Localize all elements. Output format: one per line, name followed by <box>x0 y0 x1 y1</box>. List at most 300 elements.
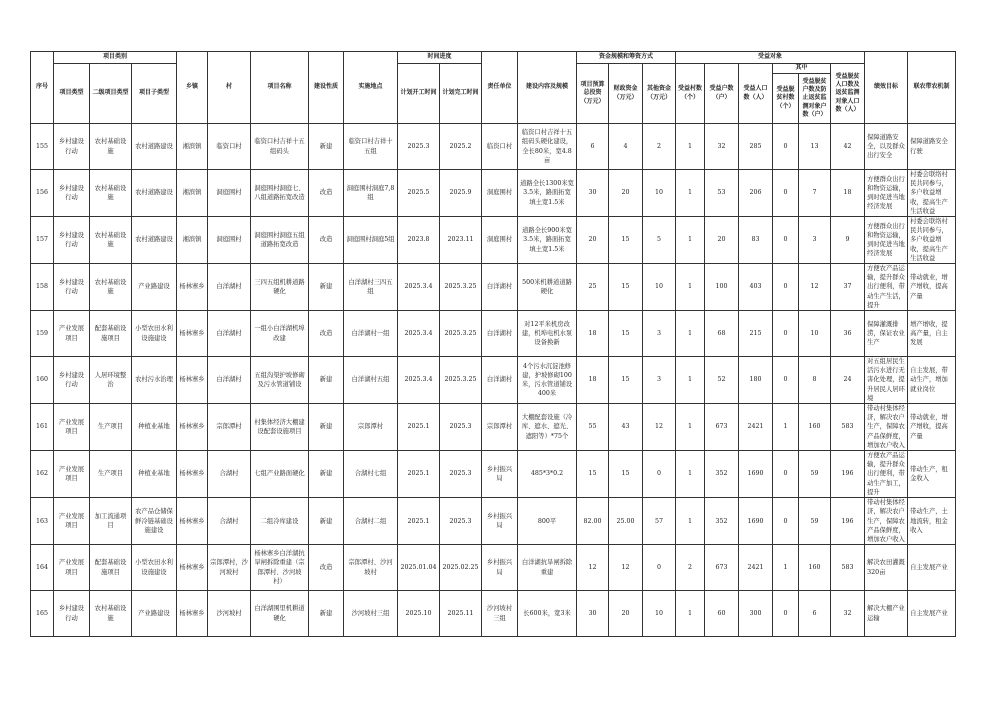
header-performance: 绩效目标 <box>865 52 908 124</box>
cell-ben-villages: 2 <box>676 545 705 591</box>
cell-budget: 6 <box>577 124 609 170</box>
header-type: 项目类型 <box>54 64 90 124</box>
cell-budget: 15 <box>577 451 609 498</box>
cell-village: 沙河坡村 <box>208 591 251 637</box>
cell-budget: 82.00 <box>577 498 609 545</box>
header-township: 乡镇 <box>177 52 208 124</box>
cell-fiscal: 12 <box>609 545 643 591</box>
header-seq: 序号 <box>31 52 54 124</box>
cell-ben-villages: 1 <box>676 124 705 170</box>
cell-performance: 保障灌溉排涝，保证农业生产 <box>865 311 908 357</box>
cell-township: 湘滨镇 <box>177 217 208 264</box>
cell-nature: 新建 <box>309 404 344 451</box>
cell-end: 2025.3 <box>440 404 482 451</box>
cell-poverty-households: 6 <box>799 591 831 637</box>
cell-ben-villages: 1 <box>676 217 705 264</box>
cell-ben-population: 403 <box>739 264 773 311</box>
cell-village: 临资口村 <box>208 124 251 170</box>
header-project-category: 项目类别 <box>54 52 177 64</box>
cell-subtype: 小型农田水利设施建设 <box>132 545 177 591</box>
cell-subtype2: 农村基础设施 <box>90 170 132 217</box>
cell-name: 洞庭围村洞庭五组道路拓宽改造 <box>251 217 309 264</box>
cell-ben-households: 673 <box>705 545 739 591</box>
header-content: 建设内容及规模 <box>518 52 577 124</box>
cell-budget: 18 <box>577 357 609 404</box>
cell-township: 杨林寨乡 <box>177 545 208 591</box>
table-row <box>31 404 956 451</box>
cell-subtype: 农村道路建设 <box>132 124 177 170</box>
cell-mechanism: 村委会联络村民共同参与，多户收益增收，提高生产生活收益 <box>908 170 956 217</box>
cell-poverty-households: 160 <box>799 404 831 451</box>
table-row <box>31 591 956 637</box>
cell-poverty-households: 59 <box>799 498 831 545</box>
cell-township: 杨林寨乡 <box>177 498 208 545</box>
cell-name: 临资口村吉祥十五组码头 <box>251 124 309 170</box>
cell-unit: 白洋湖村 <box>482 357 518 404</box>
cell-other: 5 <box>643 217 676 264</box>
cell-poverty-households: 59 <box>799 451 831 498</box>
cell-location: 宗郎潭村、沙河坡村 <box>344 545 398 591</box>
cell-seq: 155 <box>31 124 54 170</box>
cell-township: 杨林寨乡 <box>177 591 208 637</box>
cell-poverty-households: 12 <box>799 264 831 311</box>
cell-poverty-households: 7 <box>799 170 831 217</box>
cell-poverty-villages: 1 <box>773 404 799 451</box>
cell-end: 2025.3.25 <box>440 357 482 404</box>
cell-unit: 白洋湖村 <box>482 311 518 357</box>
cell-type: 乡村建设行动 <box>54 264 90 311</box>
cell-nature: 新建 <box>309 124 344 170</box>
cell-nature: 改造 <box>309 311 344 357</box>
cell-subtype2: 农村基础设施 <box>90 124 132 170</box>
table-row <box>31 311 956 357</box>
cell-ben-households: 68 <box>705 311 739 357</box>
cell-performance: 方便农产品运输，提升群众出行便利，带动生产生活，提升 <box>865 264 908 311</box>
cell-ben-households: 100 <box>705 264 739 311</box>
cell-unit: 洞庭围村 <box>482 217 518 264</box>
cell-type: 产业发展项目 <box>54 404 90 451</box>
table-row <box>31 357 956 404</box>
cell-ben-population: 180 <box>739 357 773 404</box>
cell-seq: 157 <box>31 217 54 264</box>
cell-ben-households: 352 <box>705 451 739 498</box>
cell-fiscal: 15 <box>609 311 643 357</box>
cell-content: 临资口村吉祥十五组码头硬化建设，全长80米，宽4.8亩 <box>518 124 577 170</box>
cell-unit: 乡村振兴局 <box>482 498 518 545</box>
cell-fiscal: 4 <box>609 124 643 170</box>
cell-location: 沙河坡村三组 <box>344 591 398 637</box>
cell-mechanism: 自主发展产业 <box>908 591 956 637</box>
cell-ben-households: 20 <box>705 217 739 264</box>
cell-township: 湘滨镇 <box>177 124 208 170</box>
cell-village: 白洋湖村 <box>208 357 251 404</box>
cell-ben-population: 300 <box>739 591 773 637</box>
table-row <box>31 264 956 311</box>
header-fiscal: 财政资金（万元） <box>609 64 643 124</box>
cell-type: 乡村建设行动 <box>54 170 90 217</box>
cell-location: 合湖村七组 <box>344 451 398 498</box>
cell-poverty-households: 160 <box>799 545 831 591</box>
header-end: 计划完工时间 <box>440 64 482 124</box>
cell-village: 宗郎潭村，沙河坡村 <box>208 545 251 591</box>
cell-mechanism: 带动就业，增产增收，提高产量 <box>908 404 956 451</box>
cell-seq: 160 <box>31 357 54 404</box>
header-location: 实施地点 <box>344 52 398 124</box>
cell-performance: 方便群众出行和物资运输，到时促进当地经济发展 <box>865 170 908 217</box>
cell-end: 2025.9 <box>440 170 482 217</box>
cell-start: 2025.3.4 <box>398 311 440 357</box>
project-table-sheet <box>30 51 955 625</box>
cell-ben-villages: 1 <box>676 357 705 404</box>
cell-unit: 沙河坡村三组 <box>482 591 518 637</box>
cell-other: 3 <box>643 311 676 357</box>
cell-unit: 临资口村 <box>482 124 518 170</box>
cell-nature: 新建 <box>309 264 344 311</box>
header-budget: 项目预算总投资（万元） <box>577 64 609 124</box>
header-village: 村 <box>208 52 251 124</box>
cell-poverty-population: 196 <box>831 451 865 498</box>
cell-poverty-villages: 0 <box>773 498 799 545</box>
cell-location: 白洋湖村一组 <box>344 311 398 357</box>
cell-nature: 新建 <box>309 451 344 498</box>
cell-location: 临资口村吉祥十五组 <box>344 124 398 170</box>
cell-subtype: 农村污水治理 <box>132 357 177 404</box>
cell-other: 57 <box>643 498 676 545</box>
header-time-progress: 时间进度 <box>398 52 482 64</box>
cell-end: 2025.2 <box>440 124 482 170</box>
cell-subtype2: 人居环境整治 <box>90 357 132 404</box>
cell-subtype: 农村道路建设 <box>132 217 177 264</box>
cell-ben-population: 215 <box>739 311 773 357</box>
cell-village: 合湖村 <box>208 451 251 498</box>
cell-other: 0 <box>643 451 676 498</box>
cell-fiscal: 15 <box>609 264 643 311</box>
header-poverty-population: 受益脱贫人口数及返贫监测对象人口数（人） <box>831 64 865 124</box>
cell-seq: 161 <box>31 404 54 451</box>
cell-content: 大棚配套设施（冷库、遮水、遮光、遮阳等）*75个 <box>518 404 577 451</box>
cell-other: 0 <box>643 545 676 591</box>
cell-mechanism: 自主发展产业 <box>908 545 956 591</box>
cell-poverty-villages: 0 <box>773 124 799 170</box>
cell-nature: 改造 <box>309 170 344 217</box>
cell-seq: 165 <box>31 591 54 637</box>
table-row <box>31 170 956 217</box>
cell-fiscal: 15 <box>609 357 643 404</box>
cell-seq: 156 <box>31 170 54 217</box>
cell-subtype: 产业路建设 <box>132 264 177 311</box>
header-among: 其中 <box>773 64 831 74</box>
cell-village: 合湖村 <box>208 498 251 545</box>
cell-ben-villages: 1 <box>676 451 705 498</box>
header-ben-population: 受益人口数（人） <box>739 64 773 124</box>
cell-mechanism: 保障道路安全行驶 <box>908 124 956 170</box>
cell-subtype: 小型农田水利设施建设 <box>132 311 177 357</box>
cell-fiscal: 20 <box>609 170 643 217</box>
cell-poverty-population: 37 <box>831 264 865 311</box>
cell-mechanism: 自主发展，带动生产，增加就业岗位 <box>908 357 956 404</box>
cell-performance: 带动村集体经济，解决农户生产，保障农产品保鲜度，增加农户收入 <box>865 498 908 545</box>
cell-ben-villages: 1 <box>676 498 705 545</box>
cell-fiscal: 15 <box>609 451 643 498</box>
cell-ben-villages: 1 <box>676 311 705 357</box>
cell-type: 产业发展项目 <box>54 545 90 591</box>
cell-poverty-villages: 0 <box>773 591 799 637</box>
cell-start: 2025.1 <box>398 498 440 545</box>
header-subtype2: 二级项目类型 <box>90 64 132 124</box>
cell-ben-population: 285 <box>739 124 773 170</box>
cell-type: 产业发展项目 <box>54 498 90 545</box>
header-poverty-villages: 受益脱贫村数（个） <box>773 74 799 124</box>
cell-village: 洞庭围村 <box>208 170 251 217</box>
cell-subtype2: 生产项目 <box>90 451 132 498</box>
cell-ben-population: 206 <box>739 170 773 217</box>
cell-start: 2025.1 <box>398 451 440 498</box>
cell-end: 2025.11 <box>440 591 482 637</box>
cell-end: 2025.3 <box>440 498 482 545</box>
cell-performance: 解决大棚产业运输 <box>865 591 908 637</box>
cell-budget: 18 <box>577 311 609 357</box>
cell-location: 洞庭围村洞庭5组 <box>344 217 398 264</box>
cell-subtype2: 加工流通项目 <box>90 498 132 545</box>
cell-name: 杨林寨乡白洋湖抗旱闸拆除重建（宗郎潭村、沙河坡村） <box>251 545 309 591</box>
header-mechanism: 联农带农机制 <box>908 52 956 124</box>
header-nature: 建设性质 <box>309 52 344 124</box>
cell-type: 乡村建设行动 <box>54 217 90 264</box>
cell-start: 2025.1 <box>398 404 440 451</box>
cell-budget: 55 <box>577 404 609 451</box>
table-body <box>31 124 956 637</box>
cell-other: 3 <box>643 357 676 404</box>
cell-other: 10 <box>643 170 676 217</box>
cell-poverty-population: 32 <box>831 591 865 637</box>
cell-type: 乡村建设行动 <box>54 357 90 404</box>
cell-ben-villages: 1 <box>676 404 705 451</box>
cell-budget: 30 <box>577 591 609 637</box>
header-ben-villages: 受益村数（个） <box>676 64 705 124</box>
cell-nature: 改造 <box>309 217 344 264</box>
header-start: 计划开工时间 <box>398 64 440 124</box>
cell-subtype2: 农村基础设施 <box>90 591 132 637</box>
cell-poverty-villages: 0 <box>773 311 799 357</box>
cell-name: 一组小白洋湖机埠改建 <box>251 311 309 357</box>
cell-subtype: 农产品仓储保鲜冷链基础设施建设 <box>132 498 177 545</box>
cell-name: 村集体经济大棚建设配套设施项目 <box>251 404 309 451</box>
cell-content: 485*3*0.2 <box>518 451 577 498</box>
cell-village: 白洋湖村 <box>208 311 251 357</box>
cell-seq: 163 <box>31 498 54 545</box>
cell-village: 白洋湖村 <box>208 264 251 311</box>
cell-poverty-households: 3 <box>799 217 831 264</box>
cell-name: 七组产业路面硬化 <box>251 451 309 498</box>
table-row <box>31 451 956 498</box>
cell-unit: 乡村振兴局 <box>482 545 518 591</box>
cell-start: 2025.10 <box>398 591 440 637</box>
cell-nature: 新建 <box>309 357 344 404</box>
cell-start: 2025.01.04 <box>398 545 440 591</box>
cell-poverty-households: 13 <box>799 124 831 170</box>
cell-seq: 164 <box>31 545 54 591</box>
cell-township: 杨林寨乡 <box>177 311 208 357</box>
cell-unit: 洞庭围村 <box>482 170 518 217</box>
cell-ben-households: 673 <box>705 404 739 451</box>
cell-subtype2: 配套基础设施项目 <box>90 311 132 357</box>
cell-mechanism: 带动就业，增产增收，提高产量 <box>908 264 956 311</box>
cell-poverty-villages: 0 <box>773 170 799 217</box>
cell-other: 2 <box>643 124 676 170</box>
cell-type: 乡村建设行动 <box>54 591 90 637</box>
cell-poverty-population: 9 <box>831 217 865 264</box>
cell-fiscal: 15 <box>609 217 643 264</box>
cell-name: 五组沟渠护坡修砌及污水管道铺设 <box>251 357 309 404</box>
cell-content: 道路全长1300米宽3.5米，路面拓宽填土宽1.5米 <box>518 170 577 217</box>
cell-mechanism: 带动生产，土地流转，租金收入 <box>908 498 956 545</box>
cell-seq: 159 <box>31 311 54 357</box>
cell-other: 10 <box>643 264 676 311</box>
cell-start: 2023.8 <box>398 217 440 264</box>
cell-name: 三四五组机耕道路硬化 <box>251 264 309 311</box>
cell-poverty-population: 42 <box>831 124 865 170</box>
cell-performance: 带动村集体经济，解决农户生产，保障农产品保鲜度，增加农户收入 <box>865 404 908 451</box>
header-unit: 责任单位 <box>482 52 518 124</box>
cell-content: 长600米，宽3米 <box>518 591 577 637</box>
cell-name: 白洋湖围里机耕道硬化 <box>251 591 309 637</box>
cell-ben-population: 83 <box>739 217 773 264</box>
cell-unit: 白洋湖村 <box>482 264 518 311</box>
header-poverty-households: 受益脱贫户数及防止返贫监测对象户数（户） <box>799 74 831 124</box>
cell-end: 2025.3.25 <box>440 311 482 357</box>
cell-budget: 25 <box>577 264 609 311</box>
cell-village: 宗郎潭村 <box>208 404 251 451</box>
cell-performance: 对五组居民生活污水进行无害化处理，提升居民人居环境 <box>865 357 908 404</box>
cell-performance: 方便农产品运输，提升群众出行便利，带动生产加工，提升 <box>865 451 908 498</box>
cell-ben-households: 60 <box>705 591 739 637</box>
cell-poverty-population: 196 <box>831 498 865 545</box>
cell-ben-households: 53 <box>705 170 739 217</box>
cell-start: 2025.5 <box>398 170 440 217</box>
cell-start: 2025.3.4 <box>398 357 440 404</box>
cell-location: 白洋湖村五组 <box>344 357 398 404</box>
table-row <box>31 217 956 264</box>
cell-subtype2: 农村基础设施 <box>90 217 132 264</box>
cell-mechanism: 增产增收，提高产量，自主发展 <box>908 311 956 357</box>
cell-other: 12 <box>643 404 676 451</box>
cell-start: 2025.3 <box>398 124 440 170</box>
cell-content: 500米机耕道道路硬化 <box>518 264 577 311</box>
cell-village: 洞庭围村 <box>208 217 251 264</box>
header-ben-households: 受益户数（户） <box>705 64 739 124</box>
cell-ben-households: 352 <box>705 498 739 545</box>
cell-start: 2025.3.4 <box>398 264 440 311</box>
cell-content: 4个污水沉淀池修建，护坡修砌100米，污水管道铺设400米 <box>518 357 577 404</box>
cell-unit: 宗郎潭村 <box>482 404 518 451</box>
cell-poverty-population: 24 <box>831 357 865 404</box>
cell-unit: 乡村振兴局 <box>482 451 518 498</box>
project-table <box>30 51 956 637</box>
cell-poverty-villages: 1 <box>773 545 799 591</box>
cell-end: 2025.3 <box>440 451 482 498</box>
cell-township: 杨林寨乡 <box>177 264 208 311</box>
cell-subtype: 农村道路建设 <box>132 170 177 217</box>
cell-poverty-population: 36 <box>831 311 865 357</box>
cell-subtype2: 生产项目 <box>90 404 132 451</box>
cell-subtype2: 配套基础设施项目 <box>90 545 132 591</box>
cell-type: 产业发展项目 <box>54 451 90 498</box>
cell-other: 10 <box>643 591 676 637</box>
cell-location: 洞庭围村洞庭7,8组 <box>344 170 398 217</box>
cell-township: 湘滨镇 <box>177 170 208 217</box>
cell-nature: 改造 <box>309 545 344 591</box>
cell-mechanism: 村委会联络村民共同参与，多户收益增收，提高生产生活收益 <box>908 217 956 264</box>
cell-performance: 保障道路安全，以及群众出行安全 <box>865 124 908 170</box>
cell-poverty-households: 10 <box>799 311 831 357</box>
table-row <box>31 498 956 545</box>
cell-poverty-population: 18 <box>831 170 865 217</box>
cell-name: 二组冷库建设 <box>251 498 309 545</box>
cell-seq: 162 <box>31 451 54 498</box>
cell-content: 白洋湖抗旱闸拆除重建 <box>518 545 577 591</box>
cell-ben-population: 2421 <box>739 404 773 451</box>
cell-fiscal: 43 <box>609 404 643 451</box>
cell-poverty-households: 8 <box>799 357 831 404</box>
cell-ben-population: 2421 <box>739 545 773 591</box>
cell-poverty-population: 583 <box>831 404 865 451</box>
cell-nature: 新建 <box>309 591 344 637</box>
cell-poverty-villages: 0 <box>773 451 799 498</box>
cell-ben-population: 1690 <box>739 498 773 545</box>
header-subtype: 项目子类型 <box>132 64 177 124</box>
header-other: 其他资金（万元） <box>643 64 676 124</box>
cell-subtype: 种植业基地 <box>132 451 177 498</box>
cell-poverty-villages: 0 <box>773 264 799 311</box>
cell-fiscal: 25.00 <box>609 498 643 545</box>
cell-budget: 12 <box>577 545 609 591</box>
cell-location: 合湖村二组 <box>344 498 398 545</box>
cell-subtype: 种植业基地 <box>132 404 177 451</box>
cell-fiscal: 20 <box>609 591 643 637</box>
cell-budget: 30 <box>577 170 609 217</box>
cell-content: 800平 <box>518 498 577 545</box>
cell-content: 道路全长900米宽3.5米，路面拓宽填土宽1.5米 <box>518 217 577 264</box>
cell-subtype: 产业路建设 <box>132 591 177 637</box>
cell-ben-villages: 1 <box>676 170 705 217</box>
cell-location: 宗郎潭村 <box>344 404 398 451</box>
cell-ben-villages: 1 <box>676 264 705 311</box>
cell-name: 洞庭围村洞庭七、八组道路拓宽改造 <box>251 170 309 217</box>
cell-location: 白洋湖村三四五组 <box>344 264 398 311</box>
cell-nature: 新建 <box>309 498 344 545</box>
cell-ben-households: 32 <box>705 124 739 170</box>
table-row <box>31 545 956 591</box>
cell-township: 杨林寨乡 <box>177 451 208 498</box>
table-row <box>31 124 956 170</box>
cell-mechanism: 带动生产，租金收入 <box>908 451 956 498</box>
header-project-name: 项目名称 <box>251 52 309 124</box>
cell-budget: 20 <box>577 217 609 264</box>
cell-township: 杨林寨乡 <box>177 357 208 404</box>
header-beneficiaries: 受益对象 <box>676 52 865 64</box>
cell-poverty-villages: 0 <box>773 217 799 264</box>
cell-type: 乡村建设行动 <box>54 124 90 170</box>
cell-poverty-villages: 0 <box>773 357 799 404</box>
cell-performance: 方便群众出行和物资运输，到时促进当地经济发展 <box>865 217 908 264</box>
cell-end: 2025.3.25 <box>440 264 482 311</box>
cell-type: 产业发展项目 <box>54 311 90 357</box>
cell-content: 对12平米机房改建，机埠电机水泵设备换新 <box>518 311 577 357</box>
header-funding: 资金规模和筹资方式 <box>577 52 676 64</box>
cell-end: 2025.02.25 <box>440 545 482 591</box>
cell-seq: 158 <box>31 264 54 311</box>
cell-performance: 解决农田灌溉320亩 <box>865 545 908 591</box>
